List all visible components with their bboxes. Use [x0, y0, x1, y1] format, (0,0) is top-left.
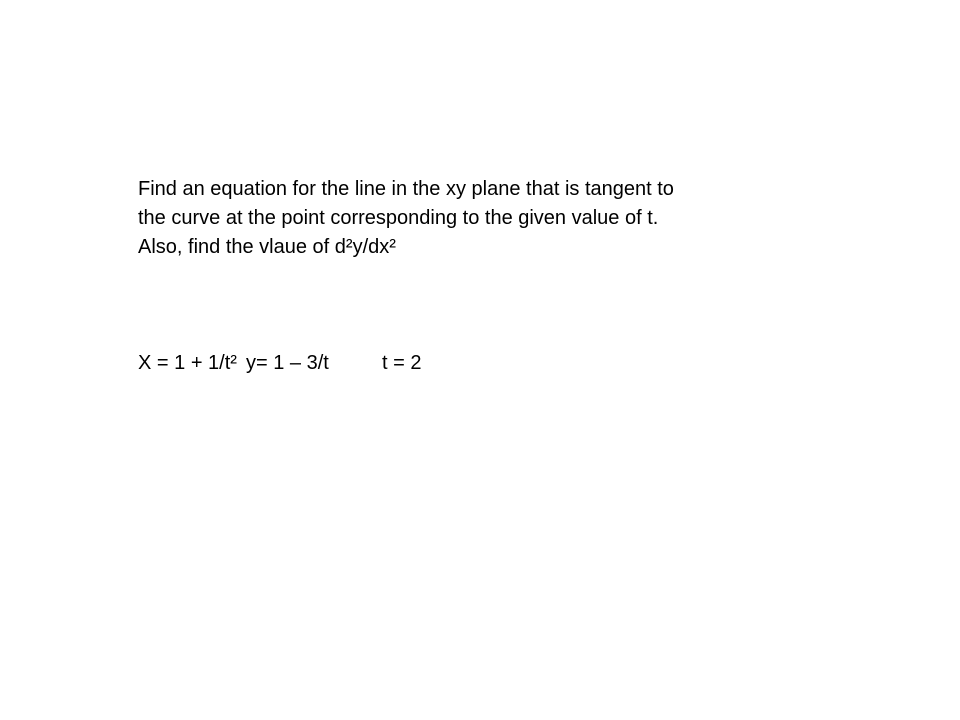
problem-line-3: Also, find the vlaue of d²y/dx²: [138, 236, 396, 258]
given-equations: [138, 350, 421, 376]
x-equation: X = 1 + 1/t²: [138, 352, 237, 374]
problem-statement: [138, 175, 838, 262]
problem-line-1: Find an equation for the line in the xy plane that is tangent to: [138, 178, 674, 200]
problem-line-2: the curve at the point corresponding to the given value of t.: [138, 207, 659, 229]
t-value: t = 2: [382, 352, 422, 374]
y-equation: y= 1 – 3/t: [246, 352, 329, 374]
